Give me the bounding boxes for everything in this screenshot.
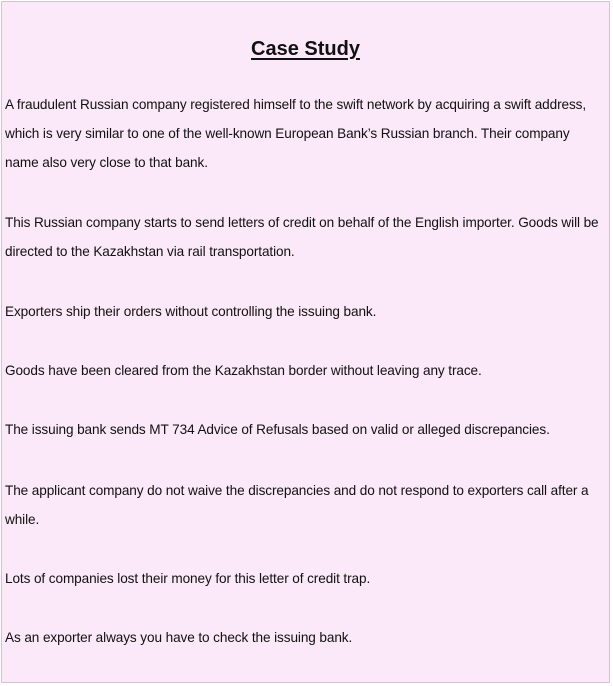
paragraph-6: The applicant company do not waive the discrepancies and do not respond to exporters call after a while. — [5, 483, 589, 527]
paragraph-8: As an exporter always you have to check the issuing bank. — [5, 630, 353, 645]
paragraph-1: A fraudulent Russian company registered himself to the swift network by acquiring a swift address, which is very similar to one of the well-known European Bank’s Russian branch. Their company name also very close to that bank. — [5, 97, 587, 170]
paragraph-5: The issuing bank sends MT 734 Advice of Refusals based on valid or alleged discrepancies. — [5, 422, 550, 437]
case-study-panel — [1, 1, 610, 683]
paragraph-7: Lots of companies lost their money for this letter of credit trap. — [5, 571, 371, 586]
document-title: Case Study — [251, 38, 360, 60]
paragraph-4: Goods have been cleared from the Kazakhstan border without leaving any trace. — [5, 363, 482, 378]
paragraph-2: This Russian company starts to send letters of credit on behalf of the English importer. Goods will be directed to the Kazakhstan via rail transportation. — [5, 215, 599, 259]
paragraph-3: Exporters ship their orders without controlling the issuing bank. — [5, 304, 377, 319]
